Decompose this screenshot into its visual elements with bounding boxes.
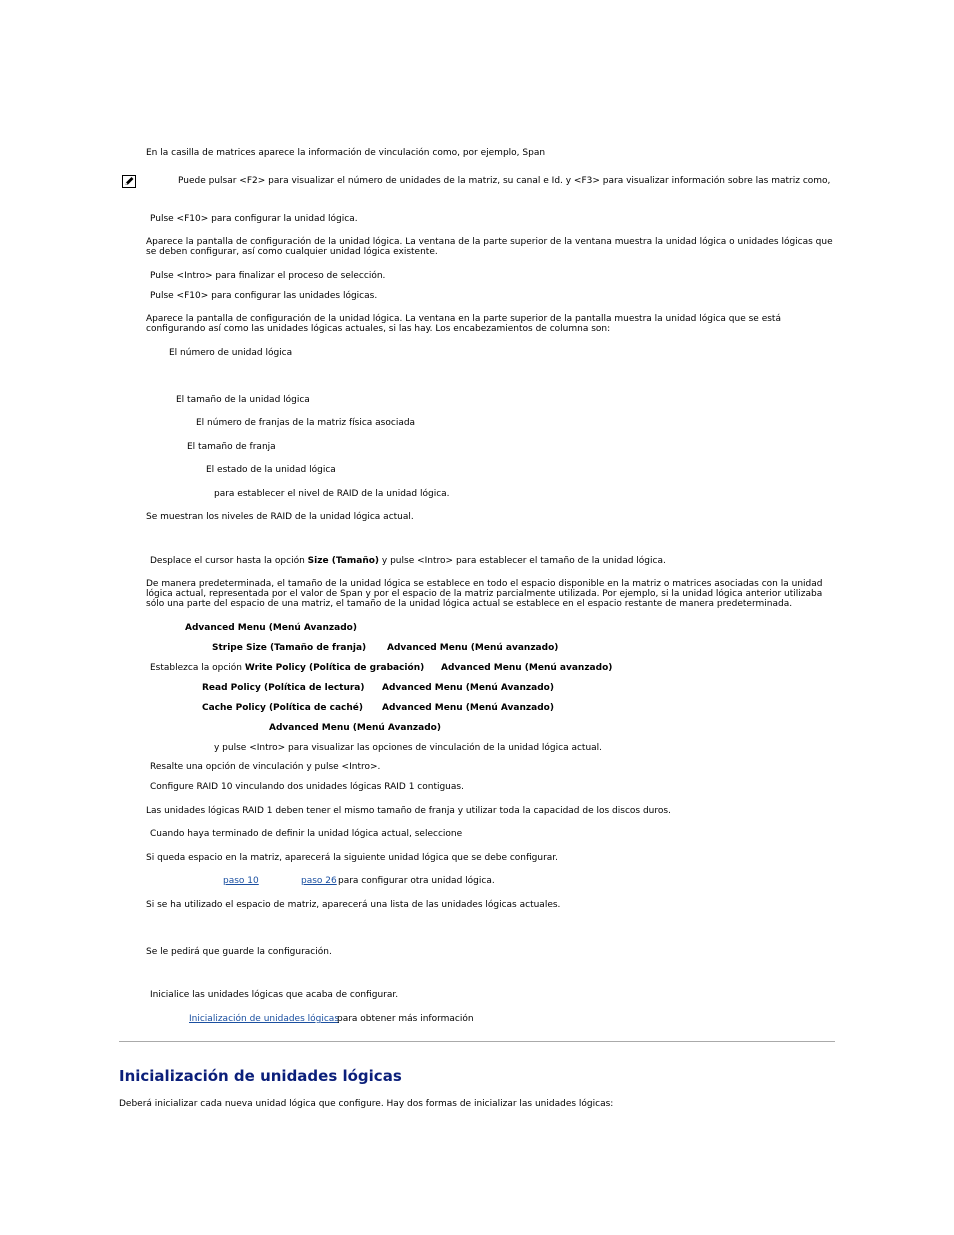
size-option: Size (Tamaño) (307, 556, 380, 566)
column-desc: El tamaño de la unidad lógica (176, 395, 310, 405)
section-heading: Inicialización de unidades lógicas (119, 1067, 402, 1085)
divider (119, 1041, 835, 1042)
link-inicializacion[interactable]: Inicialización de unidades lógicas (189, 1014, 340, 1024)
text-line: Deberá inicializar cada nueva unidad lógica que configure. Hay dos formas de inicializar las unidades lógicas: (119, 1099, 614, 1109)
step-text: Inicialice las unidades lógicas que acaba de configurar. (150, 990, 399, 1000)
column-desc: El estado de la unidad lógica (206, 465, 336, 475)
paragraph: Aparece la pantalla de configuración de la unidad lógica. La ventana en la parte superior de la pantalla muestra la unidad lógica que se está configurando así como las unidades lógicas actuales, si las hay. Los encabezamientos de columna son: (146, 314, 781, 334)
stripe-size-label: Stripe Size (Tamaño de franja) (212, 643, 367, 653)
advanced-menu-label: Advanced Menu (Menú avanzado) (387, 643, 559, 653)
note-pencil-icon (122, 175, 136, 188)
read-policy-label: Read Policy (Política de lectura) (202, 683, 365, 693)
step-text: Cuando haya terminado de definir la unidad lógica actual, seleccione (150, 829, 463, 839)
column-desc: El tamaño de franja (187, 442, 276, 452)
text-line: Se le pedirá que guarde la configuración. (146, 947, 332, 957)
advanced-menu-label: Advanced Menu (Menú Avanzado) (382, 703, 554, 713)
text-line: En la casilla de matrices aparece la información de vinculación como, por ejemplo, Span (146, 148, 546, 158)
step-text: y pulse <Intro> para visualizar las opciones de vinculación de la unidad lógica actual. (214, 743, 603, 753)
write-policy-label: Write Policy (Política de grabación) (244, 663, 425, 673)
step-text: para establecer el nivel de RAID de la unidad lógica. (214, 489, 450, 499)
step-text: Configure RAID 10 vinculando dos unidades lógicas RAID 1 contiguas. (150, 782, 464, 792)
advanced-menu-label: Advanced Menu (Menú Avanzado) (269, 723, 441, 733)
text-line: Si se ha utilizado el espacio de matriz, aparecerá una lista de las unidades lógicas actuales. (146, 900, 561, 910)
text-line: para configurar otra unidad lógica. (338, 876, 495, 886)
step-text-part: y pulse <Intro> para establecer el tamaño de la unidad lógica. (379, 556, 666, 566)
advanced-menu-label: Advanced Menu (Menú Avanzado) (185, 623, 357, 633)
text-line: Las unidades lógicas RAID 1 deben tener el mismo tamaño de franja y utilizar toda la capacidad de los discos duros. (146, 806, 671, 816)
text-line: Se muestran los niveles de RAID de la unidad lógica actual. (146, 512, 414, 522)
step-text: Resalte una opción de vinculación y pulse <Intro>. (150, 762, 381, 772)
step-text: Pulse <Intro> para finalizar el proceso de selección. (150, 271, 386, 281)
step-text (150, 556, 666, 566)
step-text (150, 663, 424, 673)
column-desc: El número de franjas de la matriz física asociada (196, 418, 416, 428)
text-line: Si queda espacio en la matriz, aparecerá la siguiente unidad lógica que se debe configurar. (146, 853, 559, 863)
paragraph: De manera predeterminada, el tamaño de la unidad lógica se establece en todo el espacio disponible en la matriz o matrices asociadas con la unidad lógica actual, representada por el valor de Span y por el espacio de la matriz parcialmente utilizada. Por ejemplo, si la unidad lógica anterior utilizaba sólo una parte del espacio de una matriz, el tamaño de la unidad lógica actual se establece en el espacio restante de manera predeterminada. (146, 579, 823, 609)
cache-policy-label: Cache Policy (Política de caché) (202, 703, 363, 713)
text-line: para obtener más información (337, 1014, 474, 1024)
advanced-menu-label: Advanced Menu (Menú avanzado) (441, 663, 613, 673)
step-text: Pulse <F10> para configurar la unidad lógica. (150, 214, 358, 224)
note-text: Puede pulsar <F2> para visualizar el número de unidades de la matriz, su canal e Id. y <F3> para visualizar información sobre las matriz como, (178, 176, 831, 186)
paragraph: Aparece la pantalla de configuración de la unidad lógica. La ventana de la parte superior de la ventana muestra la unidad lógica o unidades lógicas que se deben configurar, así como cualquier unidad lógica existente. (146, 237, 833, 257)
step-text-part: Establezca la opción (150, 663, 245, 673)
column-desc: El número de unidad lógica (169, 348, 293, 358)
step-text-part: Desplace el cursor hasta la opción (150, 556, 308, 566)
link-paso-10[interactable]: paso 10 (223, 876, 259, 886)
step-text: Pulse <F10> para configurar las unidades lógicas. (150, 291, 378, 301)
link-paso-26[interactable]: paso 26 (301, 876, 337, 886)
advanced-menu-label: Advanced Menu (Menú Avanzado) (382, 683, 554, 693)
